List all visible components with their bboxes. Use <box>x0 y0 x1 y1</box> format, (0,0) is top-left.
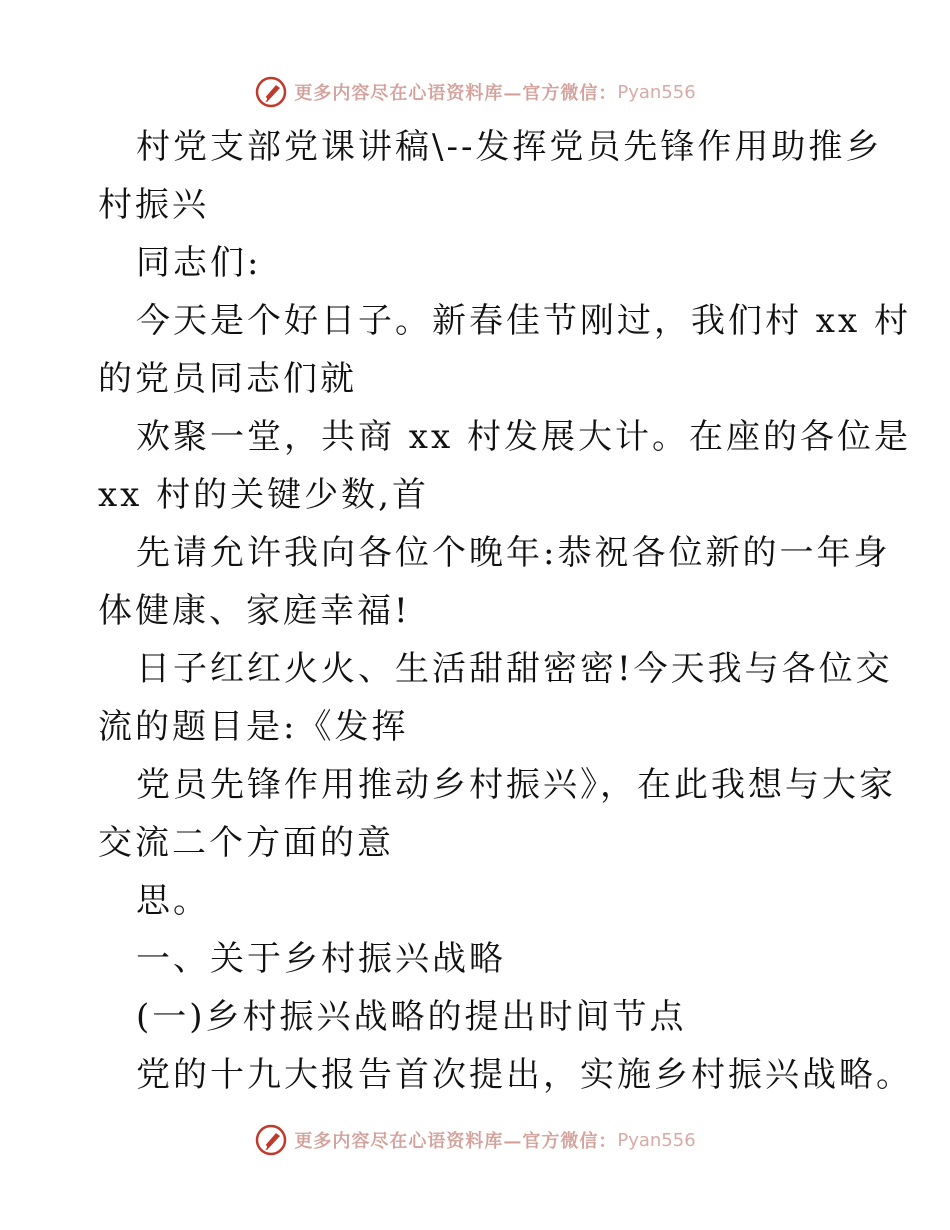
text-line: 欢聚一堂，共商 xx 村发展大计。在座的各位是 <box>136 417 911 457</box>
banner-wechat-id: Pyan556 <box>617 81 696 103</box>
text-line: 村党支部党课讲稿\--发挥党员先锋作用助推乡 <box>136 127 883 167</box>
text-line: 党员先锋作用推动乡村振兴》，在此我想与大家 <box>136 765 896 805</box>
header-banner <box>0 72 950 112</box>
text-line: 的党员同志们就 <box>98 359 357 399</box>
text-line: 村振兴 <box>98 185 209 225</box>
banner-wechat-id: Pyan556 <box>617 1129 696 1151</box>
banner-text: 更多内容尽在心语资料库—官方微信： <box>294 1131 618 1152</box>
text-line: 体健康、家庭幸福! <box>98 591 411 631</box>
text-line: 同志们: <box>136 243 262 283</box>
text-line: 今天是个好日子。新春佳节刚过，我们村 xx 村 <box>136 301 911 341</box>
text-line: 一、关于乡村振兴战略 <box>136 939 506 979</box>
text-line: 日子红红火火、生活甜甜密密!今天我与各位交 <box>136 649 893 689</box>
pen-logo-icon <box>254 75 288 109</box>
text-line: 流的题目是:《发挥 <box>98 707 409 747</box>
banner-text: 更多内容尽在心语资料库—官方微信： <box>294 83 618 104</box>
text-line: (一)乡村振兴战略的提出时间节点 <box>136 997 687 1037</box>
text-line: 党的十九大报告首次提出，实施乡村振兴战略。 <box>136 1055 913 1095</box>
footer-banner <box>0 1120 950 1160</box>
text-line: xx 村的关键少数,首 <box>98 475 429 515</box>
text-line: 交流二个方面的意 <box>98 823 394 863</box>
text-line: 思。 <box>136 881 210 921</box>
text-line: 先请允许我向各位个晚年:恭祝各位新的一年身 <box>136 533 891 573</box>
pen-logo-icon <box>254 1123 288 1157</box>
document-body <box>98 118 913 1104</box>
